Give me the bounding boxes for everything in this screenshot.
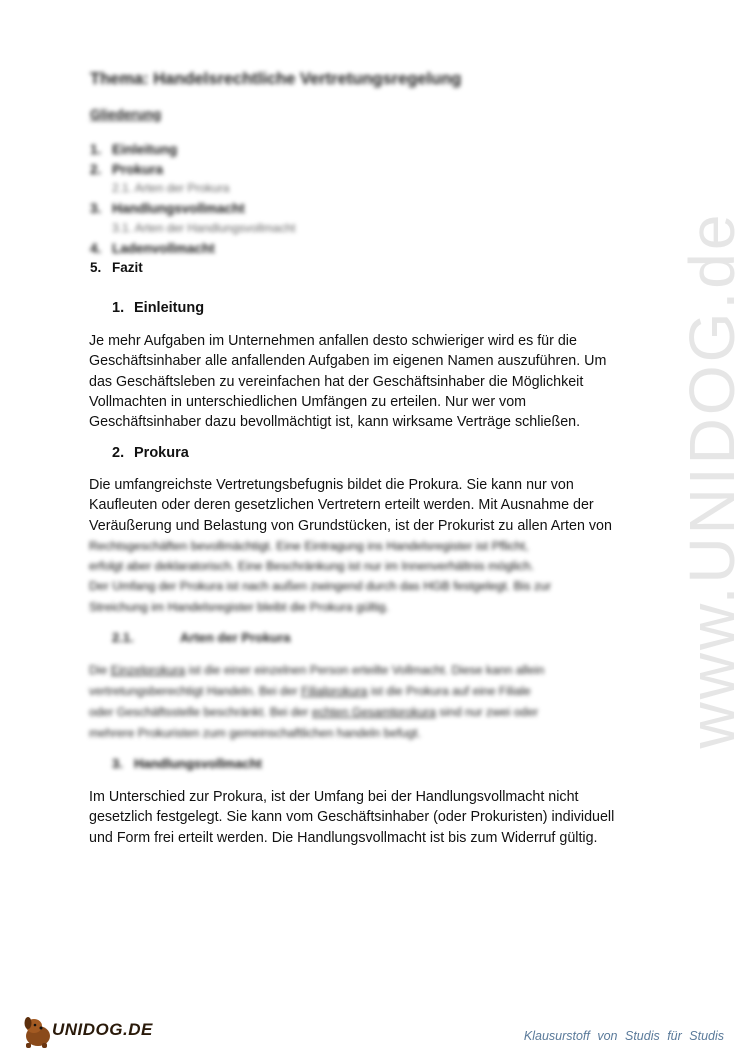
toc-item: 1. Einleitung — [90, 142, 178, 157]
toc-item: 5. Fazit — [90, 260, 143, 276]
logo-text: UNIDOG.DE — [52, 1020, 153, 1039]
subsection-heading-arten: 2.1. Arten der Prokura — [112, 630, 291, 645]
toc-subitem: 2.1. Arten der Prokura — [112, 181, 230, 196]
watermark: www.UNIDOG.de — [676, 211, 748, 749]
table-of-contents — [90, 140, 295, 278]
section-heading-prokura: 2. Prokura — [112, 445, 189, 461]
footer-tagline: Klausurstoff von Studis für Studis — [523, 1029, 724, 1043]
paragraph-arten: Die Einzelprokura ist die einer einzelnen Person erteilte Vollmacht. Diese kann allein vertretungsberechtigt Handeln. Bei der Filialprokura ist die Prokura auf eine Filiale oder Geschäftsstelle beschränkt. Bei der echten Gesamtprokura sind nur zwei oder mehrere Prokuristen zum gemeinschaftlichen handeln befugt. — [89, 663, 545, 740]
toc-item: 2. Prokura — [90, 161, 164, 177]
toc-item: 3. Handlungsvollmacht — [90, 201, 245, 217]
paragraph-einleitung: Je mehr Aufgaben im Unternehmen anfallen desto schwieriger wird es für die Geschäftsinhaber alle anfallenden Aufgaben im eigenen Namen auszuführen. Um das Geschäftsleben zu vereinfachen hat der Geschäftsinhaber die Möglichkeit Vollmachten in unterschiedlichen Umfängen zu erteilen. Nur wer vom Geschäftsinhaber dazu bevollmächtigt ist, kann wirksame Verträge schließen. — [89, 333, 607, 431]
toc-subitem: 3.1. Arten der Handlungsvollmacht — [112, 220, 296, 235]
outline-heading: Gliederung — [90, 107, 162, 122]
paragraph-prokura: Die umfangreichste Vertretungsbefugnis bildet die Prokura. Sie kann nur von Kaufleuten oder deren gesetzlichen Vertretern erteilt werden. Mit Ausnahme der Veräußerung und Belastung von Grundstücken, ist der Prokurist zu allen Arten von Rechtsgeschäften bevollmächtigt. Eine Eintragung ins Handelsregister ist Pflicht, erfolgt aber deklaratorisch. Eine Beschränkung ist nur im Innenverhältnis möglich. Der Umfang der Prokura ist nach außen zwingend durch das HGB festgelegt. Bis zur Streichung im Handelsregister bleibt die Prokura gültig. — [89, 477, 612, 614]
dog-icon — [25, 1017, 51, 1048]
document-title: Thema: Handelsrechtliche Vertretungsregelung — [90, 70, 462, 88]
section-heading-einleitung: 1. Einleitung — [112, 300, 205, 316]
paragraph-handlung: Im Unterschied zur Prokura, ist der Umfang bei der Handlungsvollmacht nicht gesetzlich festgelegt. Sie kann vom Geschäftsinhaber (oder Prokuristen) individuell und Form frei erteilt werden. Die Handlungsvollmacht ist bis zum Widerruf gültig. — [89, 789, 615, 846]
toc-item: 4. Ladenvollmacht — [90, 240, 215, 256]
section-heading-handlung: 3. Handlungsvollmacht — [112, 756, 262, 771]
